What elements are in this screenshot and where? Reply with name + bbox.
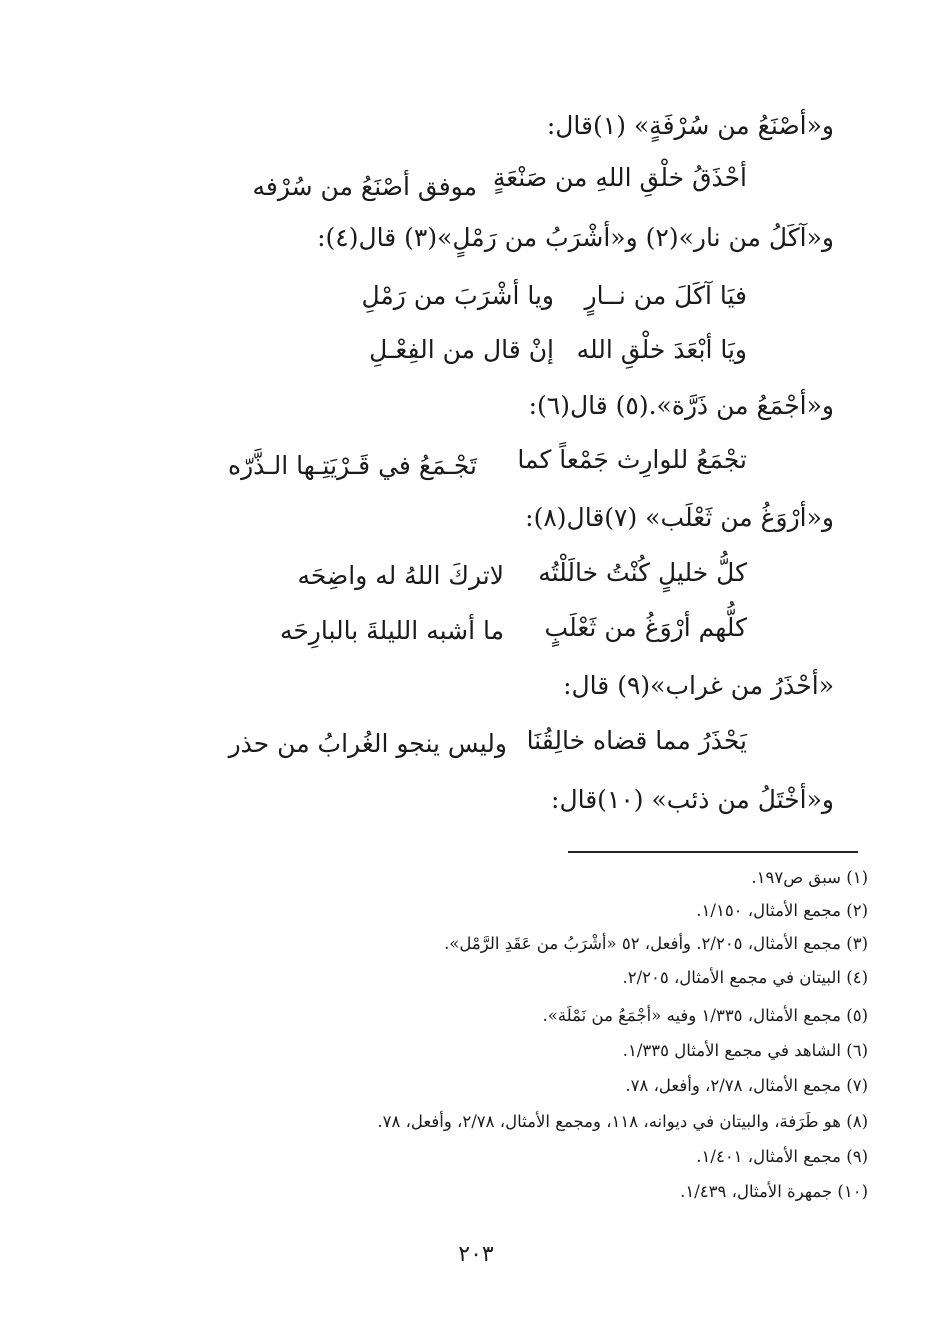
verse-1-1-second: موفق أصْنَعُ من سُرْفه [252, 172, 477, 201]
footnote-4: (٤) البيتان في مجمع الأمثال، ٢/٢٠٥. [622, 968, 868, 987]
page-number: ٢٠٣ [458, 1242, 494, 1267]
verse-4-1-first: كلُّ خليلٍ كُنْتُ خالَلْتُه [538, 558, 747, 587]
verse-2-1-first: فيَا آكَلَ من نــارٍ [584, 281, 747, 310]
proverb-intro-1: و«أصْنَعُ من سُرْفَةٍ» (١)قال: [546, 111, 834, 140]
verse-3-1-second: تَجْـمَعُ في قَـرْيَتِـها الـذَّرّه [227, 451, 477, 480]
footnote-5: (٥) مجمع الأمثال، ١/٣٣٥ وفيه «أجْمَعُ من نَمْلَة». [542, 1006, 868, 1025]
verse-2-1-second: ويا أشْرَبَ من رَمْلِ [361, 281, 554, 310]
proverb-intro-6: و«أخْتَلُ من ذئب» (١٠)قال: [551, 785, 834, 814]
footnote-9: (٩) مجمع الأمثال، ١/٤٠١. [696, 1147, 868, 1166]
verse-4-2-second: ما أشبه الليلةَ بالبارِحَه [279, 616, 504, 645]
footnote-2: (٢) مجمع الأمثال، ١/١٥٠. [696, 901, 868, 920]
verse-2-2-second: إنْ قال من الفِعْـلِ [369, 335, 554, 364]
verse-5-1-second: وليس ينجو الغُرابُ من حذر [228, 729, 507, 758]
verse-4-2-first: كلُّهم أرْوَغُ من ثَعْلَبٍ [544, 613, 747, 642]
footnote-10: (١٠) جمهرة الأمثال، ١/٤٣٩. [680, 1182, 868, 1201]
proverb-intro-2: و«آكَلُ من نار»(٢) و«أشْرَبُ من رَمْلٍ»(٣) قال(٤): [317, 223, 834, 252]
verse-2-2-first: ويَا أبْعَدَ خلْقِ الله [576, 335, 747, 364]
footnote-6: (٦) الشاهد في مجمع الأمثال ١/٣٣٥. [622, 1041, 868, 1060]
footnote-7: (٧) مجمع الأمثال، ٢/٧٨، وأفعل، ٧٨. [625, 1076, 868, 1095]
footnote-3: (٣) مجمع الأمثال، ٢/٢٠٥. وأفعل، ٥٢ «أشْرَبُ من عَقَدِ الرَّمْل». [444, 934, 868, 953]
proverb-intro-4: و«أرْوَغُ من ثَعْلَب» (٧)قال(٨): [525, 503, 834, 532]
proverb-intro-3: و«أجْمَعُ من ذَرَّة».(٥) قال(٦): [528, 391, 834, 420]
footnote-8: (٨) هو طَرَفة، والبيتان في ديوانه، ١١٨، ومجمع الأمثال، ٢/٧٨، وأفعل، ٧٨. [377, 1112, 868, 1131]
footnote-1: (١) سبق ص١٩٧. [751, 868, 868, 887]
proverb-intro-5: «أحْذَرُ من غراب»(٩) قال: [563, 671, 834, 700]
verse-5-1-first: يَحْذَرُ مما قضاه خالِقُنَا [526, 726, 747, 755]
verse-4-1-second: لاتركَ اللهُ له واضِحَه [297, 561, 504, 590]
verse-3-1-first: تجْمَعُ للوارِث جَمْعاً كما [517, 445, 747, 474]
verse-1-1-first: أحْذَقُ خلْقِ اللهِ من صَنْعَةٍ [492, 163, 747, 192]
footnote-divider [568, 851, 858, 853]
